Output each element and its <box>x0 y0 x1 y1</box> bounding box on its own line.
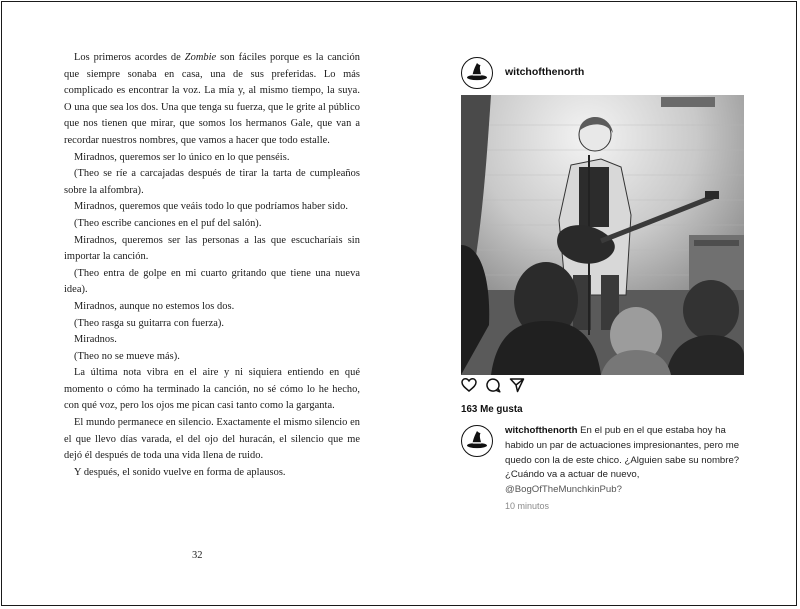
paragraph: (Theo entra de golpe en mi cuarto gritando que tiene una nueva idea). <box>64 267 360 296</box>
left-page-text <box>64 50 360 481</box>
paragraph: (Theo no se mueve más). <box>74 350 180 362</box>
witch-hat-icon <box>465 61 489 85</box>
paragraph: La última nota vibra en el aire y ni siquiera entiendo en qué momento o cómo ha terminado la canción, no sé cómo lo he hecho, con qué voz, pero los ojos me pican casi tanto como la garganta. <box>64 367 360 412</box>
paragraph: Miradnos, queremos ser lo único en lo que penséis. <box>74 151 290 163</box>
witch-hat-icon <box>465 429 489 453</box>
mention-link[interactable]: @BogOfTheMunchkinPub? <box>505 484 622 496</box>
post-photo[interactable] <box>461 95 744 375</box>
like-count[interactable]: 163 Me gusta <box>461 404 523 415</box>
paragraph: (Theo rasga su guitarra con fuerza). <box>74 317 225 329</box>
caption-username[interactable]: witchofthenorth <box>505 425 578 436</box>
page-number: 32 <box>192 550 203 561</box>
paragraph: Miradnos, queremos que veáis todo lo que podríamos haber sido. <box>74 201 349 213</box>
book-spread <box>1 1 797 606</box>
avatar[interactable] <box>461 425 493 457</box>
paragraph: Los primeros acordes de Zombie son fáciles porque es la canción que siempre sonaba en casa, una de sus preferidas. Lo más complicado es encontrar la voz. La mía y, al mismo tiempo, la suya. O una que sea los dos. Una que tenga su fuerza, que le grite al público que nos tienen que mirar, que somos los hermanos Gale, que van a recordar nuestros nombres, que vamos a hacer que todo estalle. <box>64 52 360 146</box>
paragraph: Miradnos. <box>74 334 117 346</box>
comment-icon[interactable] <box>485 377 501 393</box>
song-title: Zombie <box>184 52 217 63</box>
paragraph: Miradnos, aunque no estemos los dos. <box>74 300 235 312</box>
paragraph: El mundo permanece en silencio. Exactamente el mismo silencio en el que llevo días varada, el del ojo del huracán, el silencio que me dejó él después de toda una vida llena de ruido. <box>64 417 360 462</box>
post-header <box>461 57 745 93</box>
paragraph: (Theo se ríe a carcajadas después de tirar la tarta de cumpleaños sobre la alfombra). <box>64 168 360 196</box>
paragraph: Miradnos, queremos ser las personas a las que escucharíais sin importar la canción. <box>64 234 360 263</box>
concert-photo <box>461 95 744 375</box>
heart-icon[interactable] <box>461 377 477 393</box>
paragraph: Y después, el sonido vuelve en forma de aplausos. <box>74 466 286 478</box>
share-icon[interactable] <box>509 377 525 393</box>
avatar[interactable] <box>461 57 493 89</box>
caption-body: En el pub en el que estaba hoy ha habido un par de actuaciones impresionantes, pero me quedo con la de este chico. ¿Alguien sabe su nombre? ¿Cuándo va a actuar de nuevo, <box>505 425 740 481</box>
paragraph: (Theo escribe canciones en el puf del salón). <box>74 217 262 229</box>
caption-text <box>505 424 741 514</box>
social-post <box>461 57 745 511</box>
post-username[interactable]: witchofthenorth <box>505 66 585 78</box>
timestamp: 10 minutos <box>505 500 550 511</box>
